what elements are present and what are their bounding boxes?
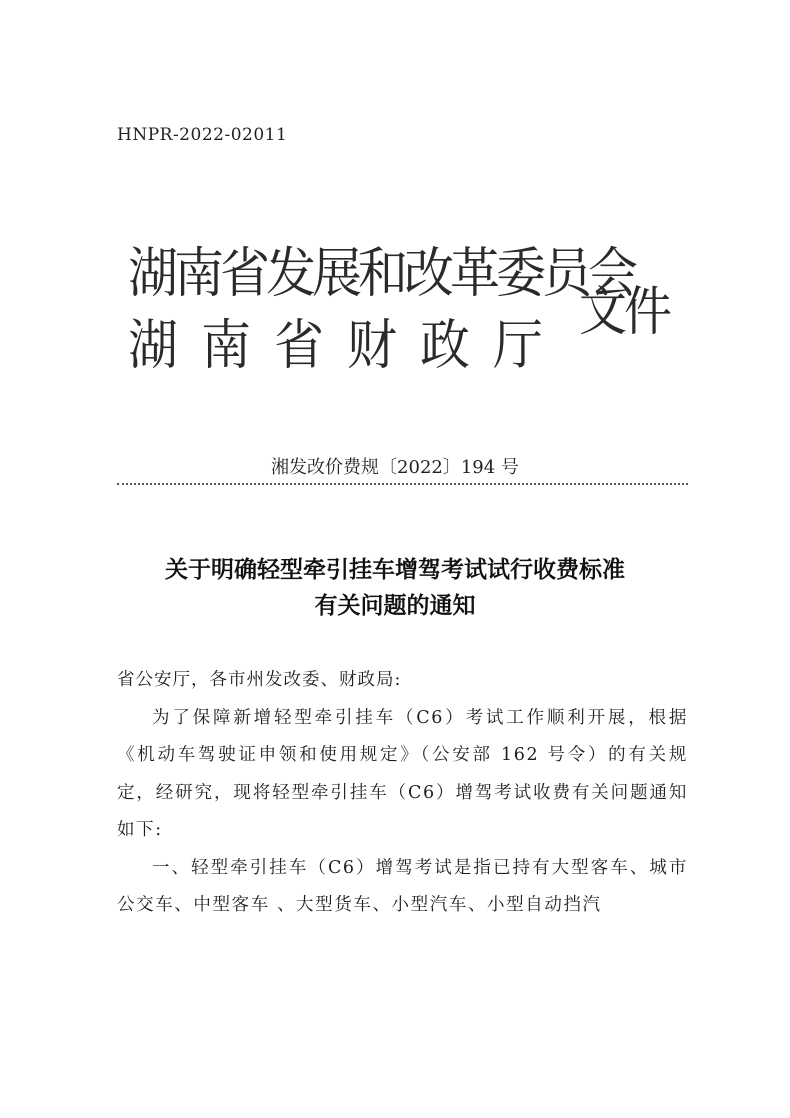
paragraph: 为了保障新增轻型牵引挂车（C6）考试工作顺利开展，根据《机动车驾驶证申领和使用规定》（公安部 162 号令）的有关规定，经研究，现将轻型牵引挂车（C6）增驾考试收费有关问题通知如下: — [117, 707, 688, 840]
document-number: 湘发改价费规〔2022〕194 号 — [271, 457, 519, 478]
title-line-1: 关于明确轻型牵引挂车增驾考试试行收费标准 — [165, 557, 625, 583]
title-line-2: 有关问题的通知 — [314, 593, 476, 619]
agency-name-2: 湖南省财政厅 — [128, 313, 566, 377]
red-header — [128, 241, 688, 388]
document-body — [117, 662, 688, 925]
document-title — [100, 552, 690, 624]
document-label: 文件 — [579, 281, 670, 343]
agency-name-1: 湖南省发展和改革委员会 — [128, 241, 634, 305]
document-code: HNPR-2022-02011 — [117, 125, 288, 145]
header-divider — [117, 483, 688, 485]
salutation: 省公安厅，各市州发改委、财政局: — [117, 670, 402, 690]
paragraph: 一、轻型牵引挂车（C6）增驾考试是指已持有大型客车、城市公交车、中型客车 、大型货车、小型汽车、小型自动挡汽 — [117, 857, 688, 915]
